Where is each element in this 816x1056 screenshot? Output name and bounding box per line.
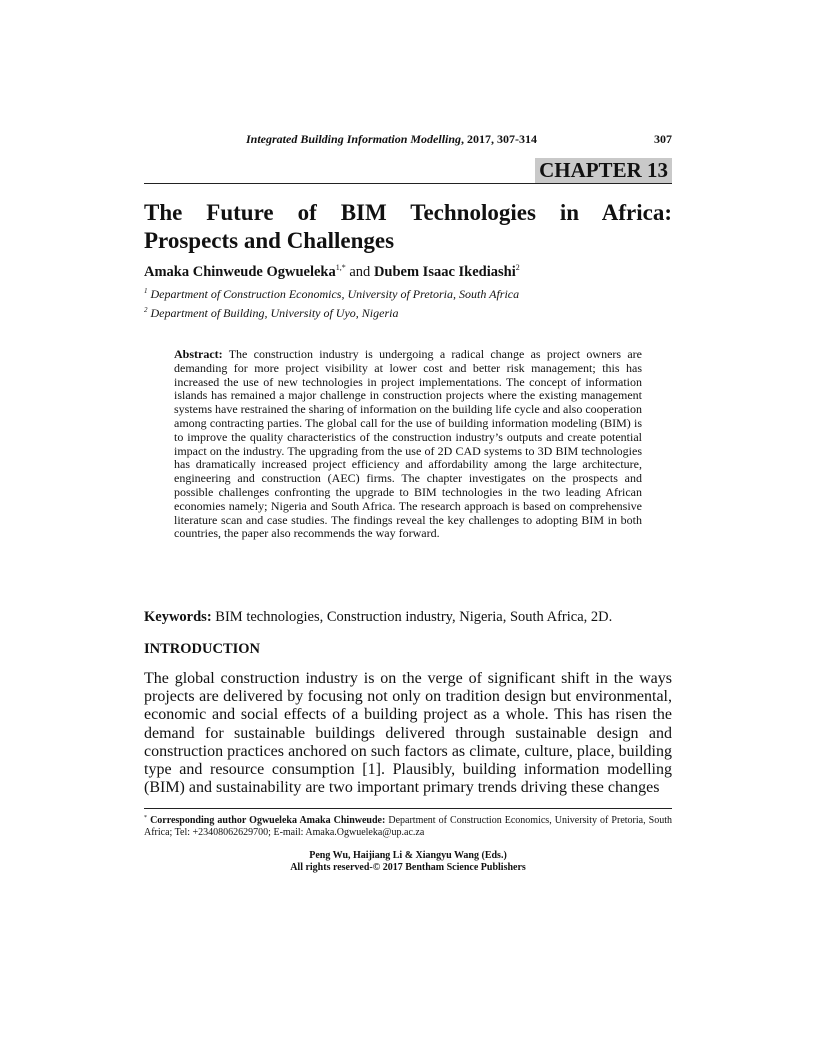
author-list — [144, 263, 520, 281]
affiliation-1-text: Department of Construction Economics, University of Pretoria, South Africa — [150, 287, 520, 301]
author-2: Dubem Isaac Ikediashi — [373, 264, 516, 280]
chapter-label: CHAPTER 13 — [535, 158, 672, 183]
publisher-credits — [144, 850, 672, 874]
section-heading-introduction: INTRODUCTION — [144, 641, 261, 657]
author-connector: and — [345, 264, 374, 280]
footnote-label: Corresponding author Ogwueleka Amaka Chinweude: — [150, 815, 386, 826]
affiliation-2-number: 2 — [144, 306, 148, 314]
abstract-text: The construction industry is undergoing a radical change as project owners are demanding for more project visibility at lower cost and better risk management; this has increased the use of new technologies in project implementations. The concept of information islands has remained a major challenge in construction projects where the existing management systems have restrained the sharing of information on the building life cycle and also cooperation among contracting parties. The global call for the use of building information modeling (BIM) is to improve the quality characteristics of the construction industry’s outputs and create potential impact on the industry. The upgrading from the use of 2D CAD systems to 3D BIM technologies has dramatically increased project efficiency and affordability among the large architecture, engineering and construction (AEC) firms. The chapter investigates on the prospects and possible challenges confronting the upgrade to BIM technologies in the two leading African economies namely; Nigeria and South Africa. The research approach is based on comprehensive literature scan and case studies. The findings reveal the key challenges to adopting BIM in both countries, the paper also recommends the way forward. — [174, 347, 642, 541]
affiliation-1-number: 1 — [144, 287, 148, 295]
keywords-label: Keywords: — [144, 609, 212, 625]
footnote-divider — [144, 808, 672, 809]
chapter-title — [144, 199, 672, 255]
header-divider — [144, 183, 672, 184]
affiliation-1 — [144, 287, 519, 302]
editors-line: Peng Wu, Haijiang Li & Xiangyu Wang (Eds.) — [309, 850, 507, 861]
footnote-marker: * — [144, 815, 147, 821]
chapter-title-line-1: The Future of BIM Technologies in Africa: — [144, 200, 672, 225]
journal-title: Integrated Building Information Modelling — [246, 132, 462, 146]
footnote — [144, 812, 672, 839]
affiliation-2-text: Department of Building, University of Uyo, Nigeria — [150, 306, 399, 320]
copyright-line: All rights reserved-© 2017 Bentham Science Publishers — [290, 862, 526, 873]
chapter-title-line-2: Prospects and Challenges — [144, 228, 395, 253]
journal-details: , 2017, 307-314 — [461, 132, 538, 146]
page-number: 307 — [654, 132, 672, 146]
author-1: Amaka Chinweude Ogwueleka — [144, 264, 336, 280]
author-2-affiliation-marker: 2 — [515, 263, 520, 272]
footnote-text: Department of Construction Economics, University of Pretoria, South Africa; Tel: +23408062629700; E-mail: Amaka.Ogwueleka@up.ac.za — [144, 815, 672, 838]
keywords-text: BIM technologies, Construction industry, Nigeria, South Africa, 2D. — [215, 609, 613, 625]
running-header — [144, 132, 672, 148]
author-1-affiliation-marker: 1,* — [335, 263, 346, 272]
abstract — [174, 348, 642, 541]
keywords — [144, 609, 612, 626]
journal-citation — [246, 132, 537, 147]
affiliation-2 — [144, 306, 398, 321]
introduction-paragraph: The global construction industry is on the verge of significant shift in the ways projects are delivered by focusing not only on tradition design but environmental, economic and social effects of a building project as a whole. This has risen the demand for sustainable buildings delivered through sustainable design and construction practices anchored on such factors as climate, culture, place, building type and resource consumption [1]. Plausibly, building information modelling (BIM) and sustainability are two important primary trends driving these changes — [144, 670, 672, 797]
abstract-label: Abstract: — [174, 347, 223, 361]
